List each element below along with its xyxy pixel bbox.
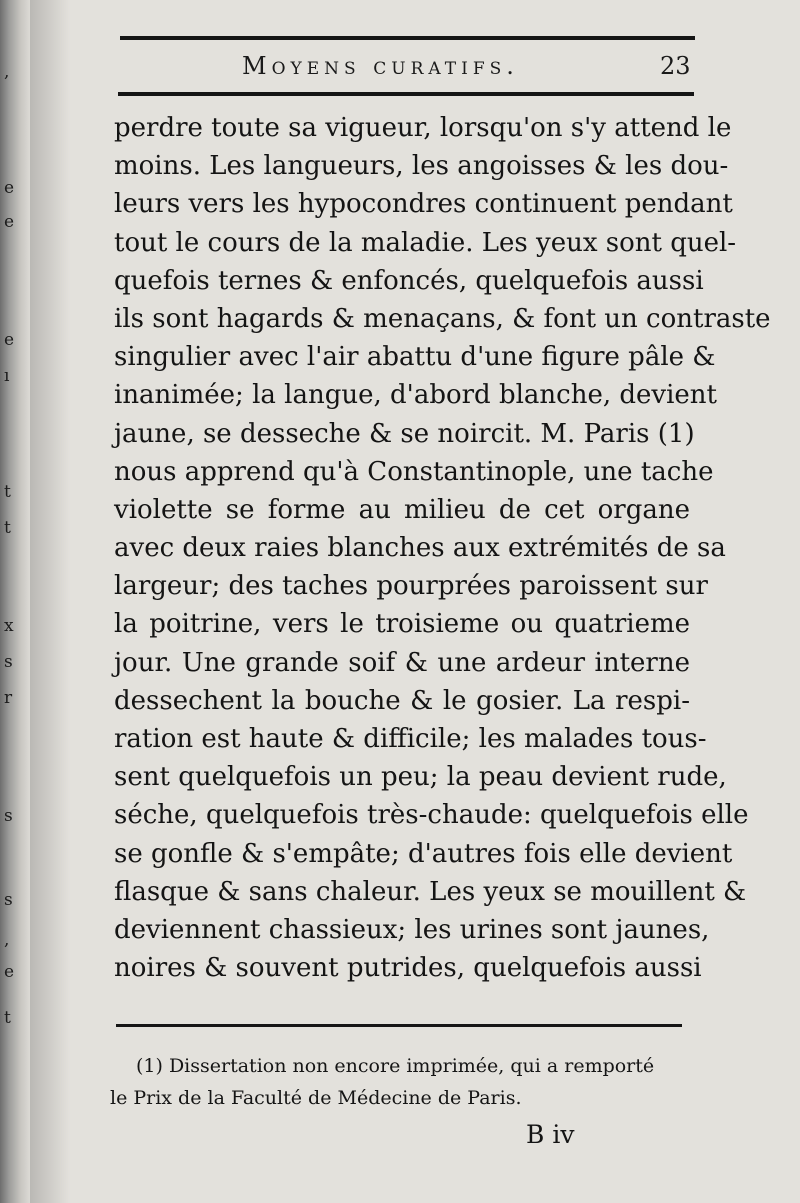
signature-mark: B iv	[526, 1120, 575, 1149]
margin-fragment: t	[4, 482, 11, 502]
text-line: la poitrine, vers le troisieme ou quatrieme	[114, 609, 690, 640]
text-line: singulier avec l'air abattu d'une figure pâle &	[114, 342, 716, 373]
body-text	[114, 109, 771, 987]
header-rule	[118, 92, 694, 96]
margin-fragment: ,	[4, 62, 10, 82]
text-line: ils sont hagards & menaçans, & font un contraste	[114, 303, 771, 334]
text-line: moins. Les langueurs, les angoisses & les dou-	[114, 151, 729, 182]
gutter-shadow	[30, 0, 70, 1203]
margin-fragment: t	[4, 518, 11, 538]
footnote-rule	[116, 1024, 682, 1027]
previous-page-edge	[0, 0, 30, 1203]
text-line: violette se forme au milieu de cet organe	[114, 494, 690, 525]
margin-fragment: e	[4, 212, 15, 232]
margin-fragment: s	[4, 652, 13, 672]
margin-fragment: x	[4, 616, 14, 636]
margin-fragment: s	[4, 806, 13, 826]
text-line: noires & souvent putrides, quelquefois aussi	[114, 953, 702, 984]
text-line: jaune, se desseche & se noircit. M. Paris (1)	[114, 418, 695, 449]
margin-fragment: e	[4, 178, 15, 198]
text-line: quefois ternes & enfoncés, quelquefois aussi	[114, 265, 704, 296]
footnote-line: (1) Dissertation non encore imprimée, qui a remporté	[136, 1055, 655, 1077]
top-rule	[120, 36, 695, 40]
footnote-line: le Prix de la Faculté de Médecine de Paris.	[110, 1087, 522, 1109]
text-line: se gonfle & s'empâte; d'autres fois elle devient	[114, 838, 733, 869]
text-line: inanimée; la langue, d'abord blanche, devient	[114, 380, 717, 411]
margin-fragment: r	[4, 688, 13, 708]
margin-fragment: s	[4, 890, 13, 910]
text-line: sent quelquefois un peu; la peau devient rude,	[114, 762, 727, 793]
margin-fragment: e	[4, 330, 15, 350]
text-line: leurs vers les hypocondres continuent pendant	[114, 189, 733, 220]
text-line: jour. Une grande soif & une ardeur interne	[114, 647, 690, 678]
text-line: nous apprend qu'à Constantinople, une tache	[114, 456, 714, 487]
text-line: flasque & sans chaleur. Les yeux se mouillent &	[114, 876, 747, 907]
text-line: avec deux raies blanches aux extrémités de sa	[114, 533, 726, 564]
margin-fragment: t	[4, 1008, 11, 1028]
text-line: dessechent la bouche & le gosier. La respi-	[114, 685, 690, 716]
text-line: perdre toute sa vigueur, lorsqu'on s'y attend le	[114, 113, 732, 143]
text-line: ration est haute & difficile; les malades tous-	[114, 724, 707, 754]
text-line: tout le cours de la maladie. Les yeux sont quel-	[114, 227, 737, 258]
margin-fragment: ı	[4, 366, 10, 386]
text-line: deviennent chassieux; les urines sont jaunes,	[114, 914, 710, 945]
footnote	[110, 1050, 690, 1114]
text-line: largeur; des taches pourprées paroissent sur	[114, 571, 708, 602]
page-number: 23	[660, 52, 691, 80]
margin-fragment: e	[4, 962, 15, 982]
margin-fragment: ,	[4, 930, 10, 950]
text-line: séche, quelquefois très-chaude: quelquefois elle	[114, 800, 749, 831]
running-title: Moyens curatifs.	[242, 52, 519, 80]
